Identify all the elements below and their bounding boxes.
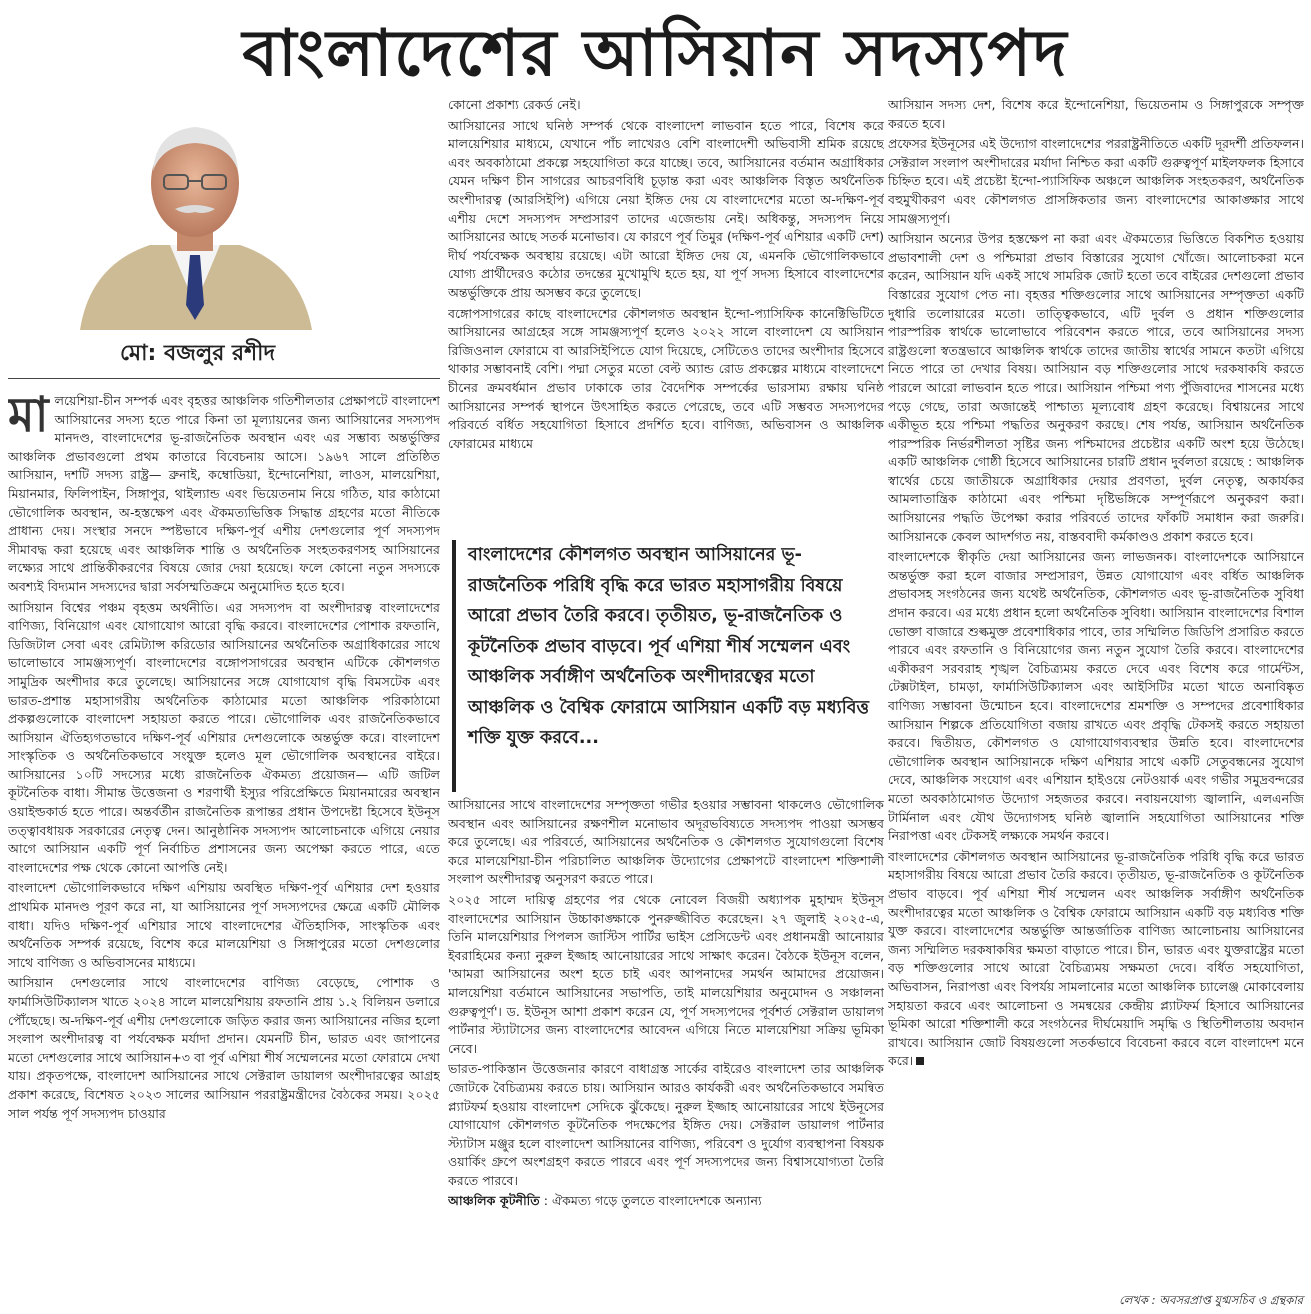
headline: বাংলাদেশের আসিয়ান সদস্যপদ (242, 16, 1069, 91)
paragraph: আসিয়ান সদস্য দেশ, বিশেষ করে ইন্দোনেশিয়া, ভিয়েতনাম ও সিঙ্গাপুরকে সম্পৃক্ত করতে হবে। (888, 97, 1304, 131)
paragraph: বাংলাদেশ ভৌগোলিকভাবে দক্ষিণ এশিয়ায় অবস্থিত দক্ষিণ-পূর্ব এশিয়ার দেশ হওয়ার প্রাথমিক মানদণ্ড পূরণ করে না, যা আসিয়ানের পূর্ণ সদস্যপদের ক্ষেত্রে একটি মৌলিক বাধা। যদিও দক্ষিণ-পূর্ব এশিয়ার সাথে বাংলাদেশের ঐতিহাসিক, সাংস্কৃতিক এবং অর্থনৈতিক সম্পর্ক রয়েছে, বিশেষ করে মালয়েশিয়া ও সিঙ্গাপুরের মতো দেশগুলোর সাথে বাণিজ্য ও অভিবাসনের মাধ্যমে। (8, 880, 440, 970)
paragraph: আসিয়ান বিশ্বের পঞ্চম বৃহত্তম অর্থনীতি। এর সদস্যপদ বা অংশীদারত্ব বাংলাদেশের বাণিজ্য, বিনিয়োগ এবং যোগাযোগ আরো বৃদ্ধি করবে। বাংলাদেশের পোশাক রফতানি, ডিজিটাল সেবা এবং রেমিট্যান্স করিডোর আসিয়ানের অর্থনৈতিক অগ্রাধিকারের সাথে ভালোভাবে সামঞ্জস্যপূর্ণ। বাংলাদেশের বঙ্গোপসাগরের অবস্থান এটিকে কৌশলগত সামুদ্রিক অংশীদার করে তুলেছে। আসিয়ানের সঙ্গে যোগাযোগ বৃদ্ধি বিমসটেক এবং ভারত-প্রশান্ত মহাসাগরীয় অর্থনৈতিক কাঠামোর মতো আঞ্চলিক পরিকাঠামো প্রকল্পগুলোকে বাংলাদেশ সহায়তা করতে পারে। ভৌগোলিক এবং রাজনৈতিকভাবে আসিয়ান ঐতিহ্যগতভাবে দক্ষিণ-পূর্ব এশিয়ার দেশগুলোকে অন্তর্ভুক্ত করে। বাংলাদেশ সাংস্কৃতিক ও অর্থনৈতিকভাবে সংযুক্ত হলেও মূল ভৌগোলিক অবস্থানের বাইরে। আসিয়ানের ১০টি সদস্যের মধ্যে রাজনৈতিক ঐকমত্য প্রয়োজন— এটি জটিল কূটনৈতিক বাধা। সীমান্ত উত্তেজনা ও শরণার্থী ইস্যুর পরিপ্রেক্ষিতে মিয়ানমারের অবস্থান ওয়াইল্ডকার্ড হতে পারে। অন্তর্বর্তীন রাজনৈতিক রূপান্তর প্রধান উপদেষ্টা হিসেবে ইউনূস তত্ত্বাবধায়ক সরকারের নেতৃত্ব দেন। আনুষ্ঠানিক সদস্যপদ আলোচনাকে এগিয়ে নেয়ার আগে আসিয়ান একটি পূর্ণ নির্বাচিত প্রশাসনের জন্য অপেক্ষা করতে পারে, এতে বাংলাদেশের পক্ষ থেকে কোনো আপত্তি নেই। (8, 599, 440, 875)
author-photo (60, 105, 330, 330)
paragraph: ২০২৫ সালে দায়িত্ব গ্রহণের পর থেকে নোবেল বিজয়ী অধ্যাপক মুহাম্মদ ইউনূস বাংলাদেশের আসিয়ান উচ্চাকাঙ্ক্ষাকে পুনরুজ্জীবিত করেছেন। ২৭ জুলাই ২০২৫-এ, তিনি মালয়েশিয়ার পিপলস জাস্টিস পার্টির ভাইস প্রেসিডেন্ট এবং প্রধানমন্ত্রী আনোয়ার ইবরাহিমের কন্যা নুরুল ইজ্জাহ আনোয়ারের সাথে সাক্ষাৎ করেন। বৈঠকে ইউনূস বলেন, 'আমরা আসিয়ানের অংশ হতে চাই এবং আপনাদের সমর্থন আমাদের প্রয়োজন। মালয়েশিয়া বর্তমানে আসিয়ানের সভাপতি, তাই মালয়েশিয়ার অনুমোদন ও সঞ্চালনা গুরুত্বপূর্ণ'। ড. ইউনূস আশা প্রকাশ করেন যে, পূর্ণ সদস্যপদের পূর্বশর্ত সেক্টরাল ডায়ালগ পার্টনার স্ট্যাটাসের জন্য বাংলাদেশের আবেদন এগিয়ে নিতে মালয়েশিয়া সক্রিয় ভূমিকা নেবে। (448, 891, 884, 1056)
paragraph: ভারত-পাকিস্তান উত্তেজনার কারণে বাধাগ্রস্ত সার্কের বাইরেও বাংলাদেশ তার আঞ্চলিক জোটকে বৈচিত্র্যময় করতে চায়। আসিয়ান আরও কার্যকরী এবং অর্থনৈতিকভাবে সমন্বিত প্ল্যাটফর্ম হওয়ায় বাংলাদেশ সেদিকে ঝুঁকেছে। নুরুল ইজ্জাহ আনোয়ারের সাথে ইউনূসের যোগাযোগ কৌশলগত কূটনৈতিক পদক্ষেপের ইঙ্গিত দেয়। সেক্টরাল ডায়ালগ পার্টনার স্ট্যাটাস মঞ্জুর হলে বাংলাদেশ আসিয়ানের বাণিজ্য, পরিবেশ ও দুর্যোগ ব্যবস্থাপনা বিষয়ক ওয়ার্কিং গ্রুপে অংশগ্রহণ করতে পারবে এবং পূর্ণ সদস্যপদের জন্য বিশ্বাসযোগ্যতা তৈরি করতে পারবে। (448, 1061, 884, 1188)
column-2-top (448, 96, 884, 538)
paragraph: বঙ্গোপসাগরের কাছে বাংলাদেশের কৌশলগত অবস্থান ইন্দো-প্যাসিফিক কানেক্টিভিটিতে আসিয়ানের আগ্রহের সঙ্গে সামঞ্জস্যপূর্ণ হলেও ২০২২ সালে বাংলাদেশ যে আসিয়ান রিজিওনাল ফোরামে বা আরসিইপিতে যোগ দিয়েছে, সেটিতেও তাদের অংশীদার হিসেবে থাকার সম্ভাবনাই বেশি। পদ্মা সেতুর মতো বেল্ট অ্যান্ড রোড প্রকল্পের মাধ্যমে বাংলাদেশে চীনের ক্রমবর্ধমান প্রভাব ঢাকাকে তার বৈদেশিক সম্পর্কের ভারসাম্য রক্ষায় ঘনিষ্ঠ আসিয়ানের সম্পর্ক স্থাপনে উৎসাহিত করতে পেরেছে, তবে এটি সম্ভবত সদস্যপদের পরিবর্তে বর্ধিত সহযোগিতা হিসাবে প্রদর্শিত হবে। বাণিজ্য, অভিবাসন ও আঞ্চলিক ফোরামের মাধ্যমে (448, 305, 884, 451)
pull-quote (452, 540, 880, 792)
paragraph: কোনো প্রকাশ্য রেকর্ড নেই। (448, 97, 581, 112)
end-mark-icon (916, 1057, 924, 1065)
paragraph: আসিয়ান অন্যের উপর হস্তক্ষেপ না করা এবং ঐকমত্যের ভিত্তিতে বিকশিত হওয়ায় প্রভাবশালী দেশ ও পশ্চিমারা প্রভাব বিস্তারের সুযোগ খোঁজে। আলোচকরা মনে করেন, আসিয়ান যদি একই সাথে সামরিক জোট হতো তবে বাইরের দেশগুলো প্রভাব বিস্তারের সুযোগ পেত না। বৃহত্তর শক্তিগুলোর সাথে আসিয়ানের সম্পৃক্ততা একটি দুধারি তলোয়ারের মতো। তাত্ত্বিকভাবে, এটি দুর্বল ও প্রধান শক্তিগুলোর পারস্পরিক স্বার্থকে ভালোভাবে পরিবেশন করতে পারে, তবে আসিয়ানের সদস্য রাষ্ট্রগুলো স্বতন্ত্রভাবে আঞ্চলিক স্বার্থকে তাদের জাতীয় স্বার্থের সামনে কতটা এগিয়ে নিতে পারে তা দেখার বিষয়। আসিয়ান বড় শক্তিগুলোর সাথে দরকষাকষি করতে পারলে আরো লাভবান হতে পারে। আসিয়ান পশ্চিমা পণ্য পুঁজিবাদের শাসনের মধ্যে পড়ে গেছে, তারা অজান্তেই পাশ্চাত্য মূল্যবোধ গ্রহণ করেছে। বিশ্বায়নের সাথে একীভূত হয়ে পশ্চিমা পদ্ধতির অনুকরণ করছে। শেষ পর্যন্ত, আসিয়ান অর্থনৈতিক পারস্পরিক নির্ভরশীলতা সৃষ্টির জন্য পশ্চিমাদের প্রচেষ্টার একটি অংশ হয়ে উঠেছে। একটি আঞ্চলিক গোষ্ঠী হিসেবে আসিয়ানের চারটি প্রধান দুর্বলতা রয়েছে : আঞ্চলিক স্বার্থের চেয়ে জাতীয়কে অগ্রাধিকার দেয়ার প্রবণতা, দুর্বল নেতৃত্ব, অকার্যকর আমলাতান্ত্রিক কাঠামো এবং পশ্চিমা দৃষ্টিভঙ্গিকে সম্পূর্ণরূপে অনুকরণ করা। আসিয়ানের পদ্ধতি উপেক্ষা করার পরিবর্তে তাদের ফাঁকটি সমাধান করা জরুরি। আসিয়ানকে কেবল আদর্শগত নয়, বাস্তববাদী কর্মকাণ্ডও প্রকাশ করতে হবে। (888, 231, 1304, 544)
author-note: লেখক : অবসরপ্রাপ্ত যুগ্মসচিব ও গ্রন্থকার (1119, 1293, 1303, 1307)
paragraph: প্রফেসর ইউনূসের এই উদ্যোগ বাংলাদেশের পররাষ্ট্রনীতিতে একটি দূরদর্শী প্রতিফলন। সেক্টরাল সংলাপ অংশীদারের মর্যাদা নিশ্চিত করা একটি গুরুত্বপূর্ণ মাইলফলক হিসাবে চিহ্নিত হবে। এই প্রচেষ্টা ইন্দো-প্যাসিফিক অঞ্চলে আঞ্চলিক সংহতকরণ, অর্থনৈতিক বহুমুখীকরণ এবং কৌশলগত প্রাসঙ্গিকতার জন্য বাংলাদেশের আকাঙ্ক্ষার সাথে সামঞ্জস্যপূর্ণ। (888, 136, 1304, 226)
drop-cap: মা (8, 392, 49, 443)
divider (8, 378, 440, 379)
paragraph: বাংলাদেশকে স্বীকৃতি দেয়া আসিয়ানের জন্য লাভজনক। বাংলাদেশকে আসিয়ানে অন্তর্ভুক্ত করা হলে বাজার সম্প্রসারণ, উন্নত যোগাযোগ এবং বর্ধিত আঞ্চলিক প্রভাবসহ সংগঠনের জন্য যথেষ্ট অর্থনৈতিক, কৌশলগত এবং ভূ-রাজনৈতিক সুবিধা প্রদান করবে। এর মধ্যে প্রধান হলো অর্থনৈতিক সুবিধা। আসিয়ান বাংলাদেশের বিশাল ভোক্তা বাজারে শুল্কমুক্ত প্রবেশাধিকার পাবে, তার সম্মিলিত জিডিপি প্রসারিত করতে পারবে এবং রফতানি ও বিনিয়োগের জন্য নতুন সুযোগ তৈরি করবে। বাংলাদেশের একীকরণ সরবরাহ শৃঙ্খল বৈচিত্র্যময় করতে দেবে এবং বিশেষ করে গার্মেন্টস, টেক্সটাইল, চামড়া, ফার্মাসিউটিক্যালস এবং আইসিটির মতো খাতে অনাবিষ্কৃত বাণিজ্য সম্ভাবনা উন্মোচন হবে। বাংলাদেশের শ্রমশক্তি ও সম্পদের প্রবেশাধিকার আসিয়ান শিল্পকে প্রতিযোগিতা বজায় রাখতে এবং প্রবৃদ্ধি টেকসই করতে সহায়তা করবে। দ্বিতীয়ত, কৌশলগত ও যোগাযোগব্যবস্থার উন্নতি হবে। বাংলাদেশের ভৌগোলিক অবস্থান আসিয়ানকে দক্ষিণ এশিয়ার সাথে একটি সেতুবন্ধনের সুযোগ দেবে, আঞ্চলিক সংযোগ এবং এশিয়ান হাইওয়ে নেটওয়ার্ক এবং গভীর সমুদ্রবন্দরের মতো অবকাঠামোগত উদ্যোগ সহজতর করবে। নবায়নযোগ্য জ্বালানি, এলএনজি টার্মিনাল এবং যৌথ উদ্যোগসহ ঘনিষ্ঠ জ্বালানি সহযোগিতা আসিয়ানের শক্তি নিরাপত্তা এবং টেকসই লক্ষ্যকে সমর্থন করবে। (888, 549, 1304, 844)
paragraph: আসিয়ানের সাথে ঘনিষ্ঠ সম্পর্ক থেকে বাংলাদেশ লাভবান হতে পারে, বিশেষ করে মালয়েশিয়ার মাধ্যমে, যেখানে পাঁচ লাখেরও বেশি বাংলাদেশী অভিবাসী শ্রমিক রয়েছে এবং অবকাঠামো প্রকল্পে সহযোগিতা করে যাচ্ছে। তবে, আসিয়ানের বর্তমান অগ্রাধিকার যেমন দক্ষিণ চীন সাগরের আচরণবিধি চূড়ান্ত করা এবং আঞ্চলিক বিস্তৃত অর্থনৈতিক অংশীদারত্ব (আরসিইপি) এগিয়ে নেয়া ইঙ্গিত দেয় যে বাংলাদেশের মতো অ-দক্ষিণ-পূর্ব এশীয় দেশে সদস্যপদ সম্প্রসারণ তাদের এজেন্ডায় নেই। অধিকন্তু, সদস্যপদ নিয়ে আসিয়ানের আছে সতর্ক মনোভাব। যে কারণে পূর্ব তিমুর (দক্ষিণ-পূর্ব এশিয়ার একটি দেশ) দীর্ঘ পর্যবেক্ষক অবস্থায় রয়েছে। এটা আরো ইঙ্গিত দেয় যে, এমনকি ভৌগোলিকভাবে যোগ্য প্রার্থীদেরও কঠোর তদন্তের মুখোমুখি হতে হয়, যা পূর্ণ সদস্য হিসাবে বাংলাদেশের অন্তর্ভুক্তিকে প্রায় অসম্ভব করে তুলেছে। (448, 117, 884, 300)
paragraph: আসিয়ান দেশগুলোর সাথে বাংলাদেশের বাণিজ্য বেড়েছে, পোশাক ও ফার্মাসিউটিক্যালস খাতে ২০২৪ সালে মালয়েশিয়ায় রফতানি প্রায় ১.২ বিলিয়ন ডলারে পৌঁছেছে। অ-দক্ষিণ-পূর্ব এশীয় দেশগুলোকে জড়িত করার জন্য আসিয়ানের নজির হলো সংলাপ অংশীদারত্ব বা পর্যবেক্ষক মর্যাদা প্রদান। যেমনটি চীন, ভারত এবং জাপানের মতো দেশগুলোর সাথে আসিয়ান+৩ বা পূর্ব এশিয়া শীর্ষ সম্মেলনের মতো ফোরামে দেখা যায়। প্রকৃতপক্ষে, বাংলাদেশ আসিয়ানের সাথে সেক্টরাল ডায়ালগ অংশীদারত্বের আগ্রহ প্রকাশ করেছে, বিশেষত ২০২৩ সালের আসিয়ান পররাষ্ট্রমন্ত্রীদের বৈঠকের সময়। ২০২৫ সাল পর্যন্ত পূর্ণ সদস্যপদ চাওয়ার (8, 975, 440, 1121)
column-1 (8, 392, 440, 1307)
paragraph: আঞ্চলিক কূটনীতি : ঐকমত্য গড়ে তুলতে বাংলাদেশকে অন্যান্য (448, 1193, 762, 1209)
paragraph: আসিয়ানের সাথে বাংলাদেশের সম্পৃক্ততা গভীর হওয়ার সম্ভাবনা থাকলেও ভৌগোলিক অবস্থান এবং আসিয়ানের রক্ষণশীল মনোভাব অদূরভবিষ্যতে সদস্যপদ পাওয়া অসম্ভব করে তুলেছে। এর পরিবর্তে, আসিয়ানের অর্থনৈতিক ও কৌশলগত সুযোগগুলো বিশেষ করে মালয়েশিয়া-চীন পরিচালিত আঞ্চলিক উদ্যোগের প্রেক্ষাপটে বাংলাদেশ শক্তিশালী সংলাপ অংশীদারত্ব অনুসরণ করতে পারে। (448, 797, 884, 887)
subheading: আঞ্চলিক কূটনীতি (448, 1193, 540, 1209)
paragraph: বাংলাদেশের কৌশলগত অবস্থান আসিয়ানের ভূ-রাজনৈতিক পরিধি বৃদ্ধি করে ভারত মহাসাগরীয় বিষয়ে আরো প্রভাব তৈরি করবে। তৃতীয়ত, ভূ-রাজনৈতিক ও কূটনৈতিক প্রভাব বাড়বে। পূর্ব এশিয়া শীর্ষ সম্মেলন এবং আঞ্চলিক সর্বাঙ্গীণ অর্থনৈতিক অংশীদারত্বের মতো আঞ্চলিক ও বৈশ্বিক ফোরামে আসিয়ান একটি বড় মধ্যবিত্ত শক্তি যুক্ত করবে। বাংলাদেশের অন্তর্ভুক্তি আন্তর্জাতিক বাণিজ্য আলোচনায় আসিয়ানের জন্য সম্মিলিত দরকষাকষির ক্ষমতা বাড়াতে পারে। চীন, ভারত এবং যুক্তরাষ্ট্রের মতো বড় শক্তিগুলোর সাথে আরো বৈচিত্র্যময় সক্ষমতা দেবে। বর্ধিত সহযোগিতা, অভিবাসন, নিরাপত্তা এবং বিপর্যয় সামলানোর মতো আঞ্চলিক চ্যালেঞ্জ মোকাবেলায় সহায়তা করবে এবং আলোচনা ও সমন্বয়ের কেন্দ্রীয় প্ল্যাটফর্ম হিসাবে আসিয়ানের ভূমিকা আরো শক্তিশালী করে সংগঠনের দীর্ঘমেয়াদি সমৃদ্ধি ও স্থিতিশীলতায় অবদান রাখবে। আসিয়ান জোট বিষয়গুলো সতর্কভাবে বিবেচনা করবে বলে বাংলাদেশ মনে করে। (888, 848, 1304, 1069)
pull-quote-text: বাংলাদেশের কৌশলগত অবস্থান আসিয়ানের ভূ-রাজনৈতিক পরিধি বৃদ্ধি করে ভারত মহাসাগরীয় বিষয়ে আরো প্রভাব তৈরি করবে। তৃতীয়ত, ভূ-রাজনৈতিক ও কূটনৈতিক প্রভাব বাড়বে। পূর্ব এশিয়া শীর্ষ সম্মেলন এবং আঞ্চলিক সর্বাঙ্গীণ অর্থনৈতিক অংশীদারত্বের মতো আঞ্চলিক ও বৈশ্বিক ফোরামে আসিয়ান একটি বড় মধ্যবিত্ত শক্তি যুক্ত করবে... (468, 545, 870, 748)
column-3 (888, 96, 1304, 1311)
column-2-bottom (448, 796, 884, 1296)
byline: মো: বজলুর রশীদ (120, 341, 276, 366)
paragraph: মালয়েশিয়া-চীন সম্পর্ক এবং বৃহত্তর আঞ্চলিক গতিশীলতার প্রেক্ষাপটে বাংলাদেশ আসিয়ানের সদস্য হতে পারে কিনা তা মূল্যায়নের জন্য আসিয়ানের সদস্যপদ মানদণ্ড, বাংলাদেশের ভূ-রাজনৈতিক অবস্থান এবং এর সম্ভাব্য অন্তর্ভুক্তির আঞ্চলিক প্রভাবগুলো প্রথম কাতারে বিবেচনায় আসে। ১৯৬৭ সালে প্রতিষ্ঠিত আসিয়ান, দশটি সদস্য রাষ্ট্র— ব্রুনাই, কম্বোডিয়া, ইন্দোনেশিয়া, লাওস, মালয়েশিয়া, মিয়ানমার, ফিলিপাইন, সিঙ্গাপুর, থাইল্যান্ড এবং ভিয়েতনাম নিয়ে গঠিত, যার কাঠামো ভৌগোলিক অবস্থান, অ-হস্তক্ষেপ এবং ঐকমত্যভিত্তিক সিদ্ধান্ত গ্রহণের মতো নীতিকে প্রাধান্য দেয়। সংস্থার সনদে স্পষ্টভাবে দক্ষিণ-পূর্ব এশীয় দেশগুলোর পূর্ণ সদস্যপদ সীমাবদ্ধ করা হয়েছে এবং আঞ্চলিক শান্তি ও অর্থনৈতিক সংহতকরণসহ আসিয়ানের লক্ষ্যের সাথে প্রান্তিকীকরণের বিষয়ে জোর দেয়া হয়েছে। ফলে কোনো নতুন সদস্যকে অবশ্যই বিদ্যমান সদস্যদের দ্বারা সর্বসম্মতিক্রমে অনুমোদিত হতে হবে। (8, 392, 440, 594)
